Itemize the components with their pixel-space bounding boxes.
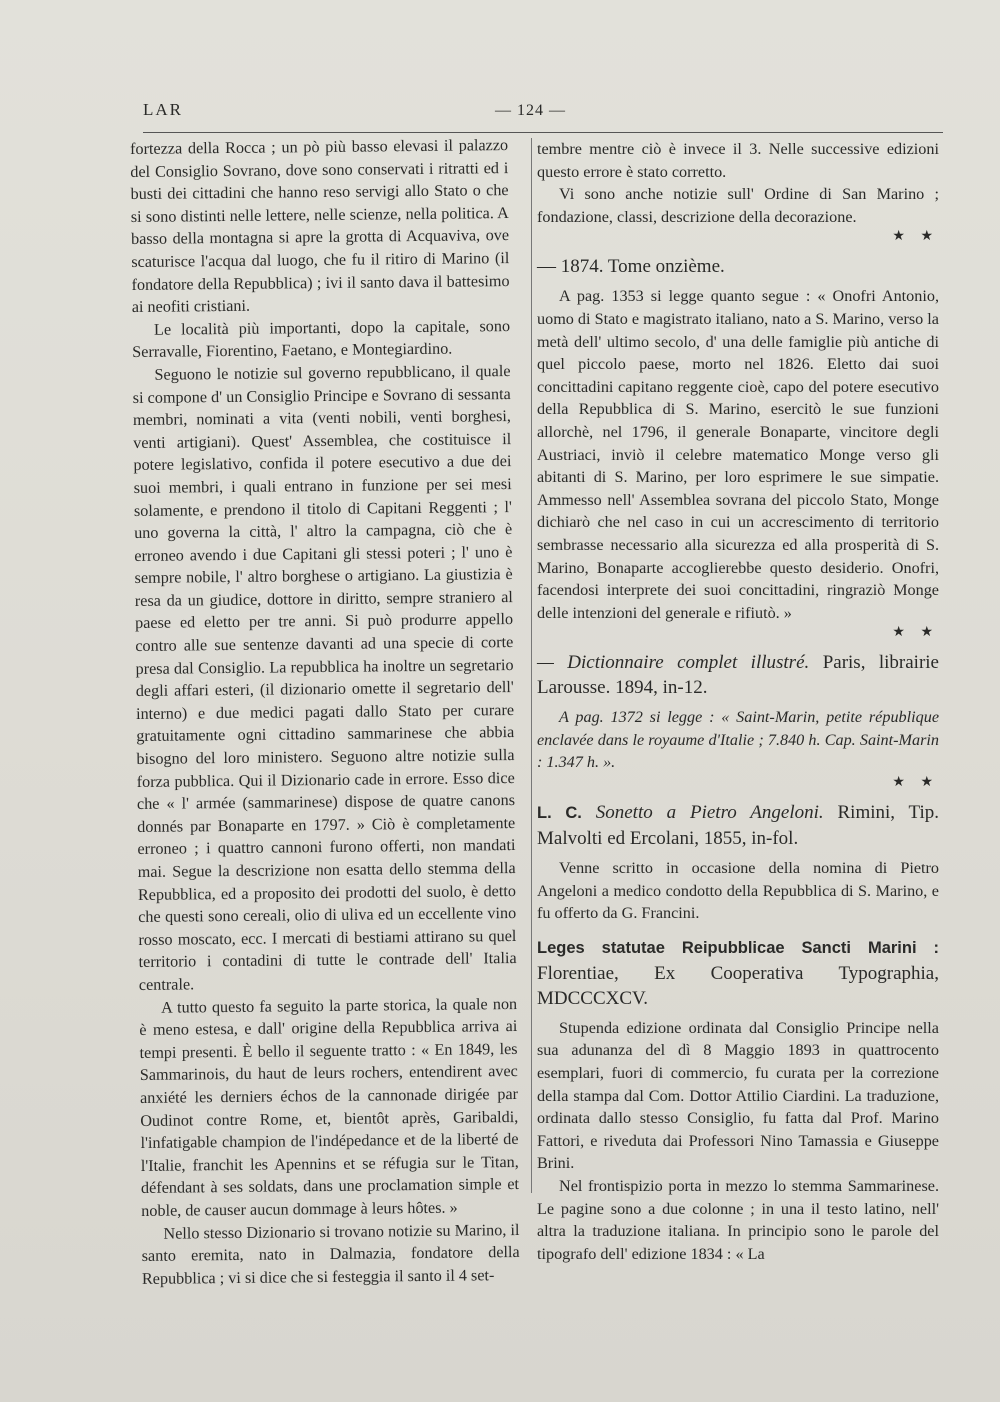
right-paragraph: tembre mentre ciò è invece il 3. Nelle successive edizioni questo errore è stato corretto. (537, 140, 939, 181)
column-divider (531, 138, 532, 1193)
entry-text: Stupenda edizione ordinata dal Consiglio Principe nella sua adunanza del dì 8 Maggio 1893 in quattrocento esemplari, fuori di commercio, fu curata per la correzione della stampa dal Com. Dottor Attilio Ciardini. La traduzione, ordinata dallo stesso Consiglio, fu fatta dal Prof. Marino Fattori, e riveduta dai Professori Nino Tamassia e Giuseppe Brini. (537, 1018, 939, 1173)
stars-ornament: ★ ★ (892, 775, 939, 791)
left-paragraph: A tutto questo fa seguito la parte storica, la quale non è meno estesa, e dall' origine della Repubblica arriva ai tempi presenti. È bello il seguente tratto : « En 1849, les Sammarinois, du haut de leurs rochers, entendirent avec anxiété les derniers échos de la cannonade dirigée par Oudinot contre Rome, et, bientôt après, Garibaldi, l'infatigable champion de l'indépedance et de la liberté de l'Italie, franchit les Apennins et se réfugia sur le Titan, défendant à ses soldats, dans une proclamation simple et noble, de causer aucun dommage à leurs hôtes. » (139, 994, 520, 1220)
entry-heading: — 1874. Tome onzième. (537, 256, 725, 278)
running-head: LAR (143, 100, 183, 119)
entry-heading (537, 650, 939, 700)
entry-author: L. C. (537, 804, 582, 823)
entry-publication: Paris, librairie Larousse. 1894, in-12. (537, 652, 939, 699)
right-column (537, 138, 939, 1265)
entry-text: A pag. 1353 si legge quanto segue : « Onofri Antonio, uomo di Stato e magistrato italiano, nato a S. Marino, verso la metà dell' ultimo secolo, d' una delle famiglie più antiche di quel piccolo paese, morto nel 1826. Eletto dai suoi concittadini capitano reggente cioè, capo del potere esecutivo della Repubblica di S. Marino, esercitò le sue funzioni allorchè, nel 1796, il generale Bonaparte, vincitore degli Austriaci, inviò il celebre matematico Monge verso gli abitanti di S. Marino, per loro esprimere le sue simpatie. Ammesso nell' Assemblea sovrana del piccolo Stato, Monge dichiarò che nel caso in cui un accrescimento di territorio sembrasse necessario alla sicurezza ed alla prosperità di S. Marino, Bonaparte accoglierebbe questo desiderio. Onofri, facendosi interprete dei suoi concittadini, ringraziò Monge delle intenzioni del generale e rifiutò. » (537, 287, 939, 622)
entry-heading (537, 800, 939, 851)
left-column (130, 134, 520, 1290)
right-paragraph: Vi sono anche notizie sull' Ordine di San Marino ; fondazione, classi, descrizione della decorazione. (537, 185, 939, 226)
entry-publication: Rimini, Tip. Malvolti ed Ercolani, 1855, in-fol. (537, 802, 940, 850)
stars-ornament: ★ ★ (892, 625, 939, 641)
page-number: — 124 — (495, 102, 566, 119)
entry-heading (537, 935, 939, 1011)
entry-title: Sonetto a Pietro Angeloni. (595, 802, 824, 824)
entry-title: — Dictionnaire complet illustré. (537, 652, 810, 674)
entry-text: Venne scritto in occasione della nomina di Pietro Angeloni a medico condotto della Repubblica di S. Marino, e fu offerto da G. Francini. (537, 859, 939, 923)
stars-ornament: ★ ★ (892, 229, 939, 245)
header-rule (143, 132, 943, 133)
left-paragraph: Nello stesso Dizionario si trovano notizie su Marino, il santo eremita, nato in Dalmazia, fondatore della Repubblica ; vi si dice che si festeggia il santo il 4 set- (141, 1220, 520, 1288)
entry-publication: Florentiae, Ex Cooperativa Typographia, MDCCCXCV. (537, 962, 939, 1009)
left-paragraph: Le località più importanti, dopo la capitale, sono Serravalle, Fiorentino, Faetano, e Montegiardino. (132, 316, 511, 362)
entry-text: A pag. 1372 si legge : « Saint-Marin, petite république enclavée dans le royaume d'Italie ; 7.840 h. Cap. Saint-Marin : 1.347 h. ». (537, 708, 939, 772)
entry-text: Nel frontispizio porta in mezzo lo stemma Sammarinese. Le pagine sono a due colonne ; in una il testo latino, nell' altra la traduzione italiana. In principio sono le parole del tipografo dell' edizione 1834 : « La (537, 1177, 939, 1263)
left-paragraph: Seguono le notizie sul governo repubblicano, il quale si compone d' un Consiglio Principe e Sovrano di sessanta membri, nominati a vita (venti nobili, venti borghesi, venti artigiani). Quest' Assemblea, che costituisce il potere legislativo, confida il potere esecutivo a due dei suoi membri, i quali entrano in funzione per sei mesi solamente, e prendono il titolo di Capitani Reggenti ; l' uno governa la città, l' altro la campagna, ciò che è erroneo avendo i due Capitani gli stessi poteri ; l' uno è sempre nobile, l' altro borghese o artigiano. La giustizia è resa da un giudice, dottore in diritto, sempre straniero al paese ed eletto per tre anni. Si può produrre appello contro alle sue sentenze davanti ad una specie di corte presa dal Consiglio. La repubblica ha inoltre un segretario degli affari esteri, (il dizionario omette il segretario dell' interno) e due medici pagati dallo Stato per curare gratuitamente ogni cittadino sammarinese che abbia bisogno del loro ministero. Seguono altre notizie sulla forza pubblica. Qui il Dizionario cade in errore. Esso dice che « l' armée (sammarinese) dispose de quatre canons donnés par Bonaparte en 1797. » Ciò è completamente erroneo ; i quattro cannoni furono offerti, non mandati mai. Segue la descrizione non esatta dello stemma della Repubblica, ed a proposito dei prodotti del suolo, è detto che questi sono cereali, olio di uliva ed un eccellente vino rosso moscato, ecc. I mercati di bestiami attirano su quel territorio i contadini di tutte le contrade dell' Italia centrale. (132, 361, 517, 994)
left-paragraph: fortezza della Rocca ; un pò più basso elevasi il palazzo del Consiglio Sovrano, dove sono conservati i ritratti ed i busti dei cittadini che hanno reso servigi allo Stato o che si sono distinti nelle lettere, nelle scienze, nella politica. A basso della montagna si apre la grotta di Acquaviva, ove scaturisce l'acqua dal luogo, che fu il ritiro di Marino (il fondatore della Repubblica) ; ivi il santo dava il battesimo ai neofiti cristiani. (130, 136, 510, 317)
entry-title: Leges statutae Reipubblicae Sancti Marini : (537, 938, 939, 957)
